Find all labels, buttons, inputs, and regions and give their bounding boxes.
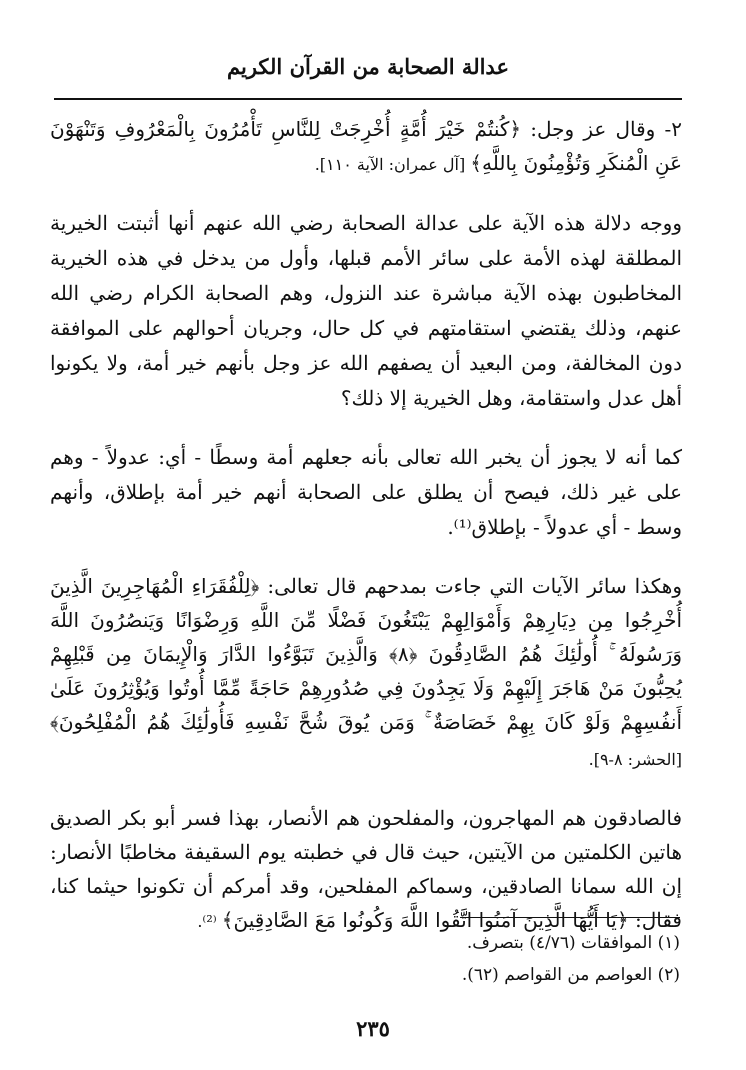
paragraph-5-intro: فالصادقون هم المهاجرون، والمفلحون هم الأنصار، بهذا فسر أبو بكر الصديق هاتين الكلمتين من الآيتين، حيث قال في خطبته يوم السقيفة مخاطبًا الأنصار: إن الله سمانا الصادقين، وسماكم المفلحين، وقد أمركم أن تكونوا حيثما كنا، فقال: — [50, 806, 683, 932]
footnote-divider — [460, 917, 680, 918]
header-divider — [54, 98, 682, 100]
footnote-1: (١) الموافقات (٤/٧٦) بتصرف. — [466, 933, 680, 953]
quran-verse-3: ﴿يَا أَيُّهَا الَّذِينَ آمَنُوا اتَّقُوا اللَّهَ وَكُونُوا مَعَ الصَّادِقِينَ﴾ — [221, 908, 629, 932]
quran-verse-2: ﴿لِلْفُقَرَاءِ الْمُهَاجِرِينَ الَّذِينَ أُخْرِجُوا مِن دِيَارِهِمْ وَأَمْوَالِهِمْ يَبْتَغُونَ فَضْلًا مِّنَ اللَّهِ وَرِضْوَانًا وَيَنصُرُونَ اللَّهَ وَرَسُولَهُ ۚ أُولَٰئِكَ هُمُ الصَّادِقُونَ ﴿٨﴾ وَالَّذِينَ تَبَوَّءُوا الدَّارَ وَالْإِيمَانَ مِن قَبْلِهِمْ يُحِبُّونَ مَنْ هَاجَرَ إِلَيْهِمْ وَلَا يَجِدُونَ فِي صُدُورِهِمْ حَاجَةً مِّمَّا أُوتُوا وَيُؤْثِرُونَ عَلَىٰ أَنفُسِهِمْ وَلَوْ كَانَ بِهِمْ خَصَاصَةٌ ۚ وَمَن يُوقَ شُحَّ نَفْسِهِ فَأُولَٰئِكَ هُمُ الْمُفْلِحُونَ﴾ — [50, 574, 682, 734]
quran-verse-1: ﴿كُنتُمْ خَيْرَ أُمَّةٍ أُخْرِجَتْ لِلنَّاسِ تَأْمُرُونَ بِالْمَعْرُوفِ وَتَنْهَوْنَ عَنِ الْمُنكَرِ وَتُؤْمِنُونَ بِاللَّهِ﴾ — [50, 117, 682, 175]
paragraph-1-intro: ٢- وقال عز وجل: — [521, 117, 682, 141]
footnote-2: (٢) العواصم من القواصم (٦٢). — [461, 965, 680, 985]
paragraph-2: ووجه دلالة هذه الآية على عدالة الصحابة رضي الله عنهم أنها أثبتت الخيرية المطلقة لهذه الأمة على سائر الأمم قبلها، وأول من يدخل في هذه الخيرية المخاطبون بهذه الآية مباشرة عند النزول، وهم الصحابة الكرام رضي الله عنهم، وذلك يقتضي استقامتهم في كل حال، وجريان أحوالهم على الموافقة دون المخالفة، ومن البعيد أن يصفهم الله عز وجل بأنهم خير أمة، ولا يكونوا أهل عدل واستقامة، وهل الخيرية إلا ذلك؟ — [50, 211, 683, 410]
paragraph-3: كما أنه لا يجوز أن يخبر الله تعالى بأنه جعلهم أمة وسطًا - أي: عدولاً - وهم على غير ذلك، فيصح أن يطلق على الصحابة أنهم خير أمة بإطلاق، وأنهم وسط - أي عدولاً - بإطلاق⁽¹⁾. — [50, 445, 682, 539]
main-text — [50, 112, 682, 963]
paragraph-1 — [50, 112, 682, 182]
page-title: عدالة الصحابة من القرآن الكريم — [227, 54, 509, 79]
verse-reference-2: [الحشر: ٨-٩]. — [588, 750, 682, 769]
paragraph-4-intro: وهكذا سائر الآيات التي جاءت بمدحهم قال تعالى: — [259, 574, 682, 598]
page-number: ٢٣٥ — [356, 1016, 390, 1041]
verse-reference-1: [آل عمران: الآية ١١٠]. — [314, 155, 471, 174]
paragraph-5 — [50, 801, 682, 939]
footnotes — [54, 927, 680, 991]
footnote-marker-2: ⁽²⁾. — [197, 912, 222, 931]
paragraph-4 — [50, 569, 682, 777]
